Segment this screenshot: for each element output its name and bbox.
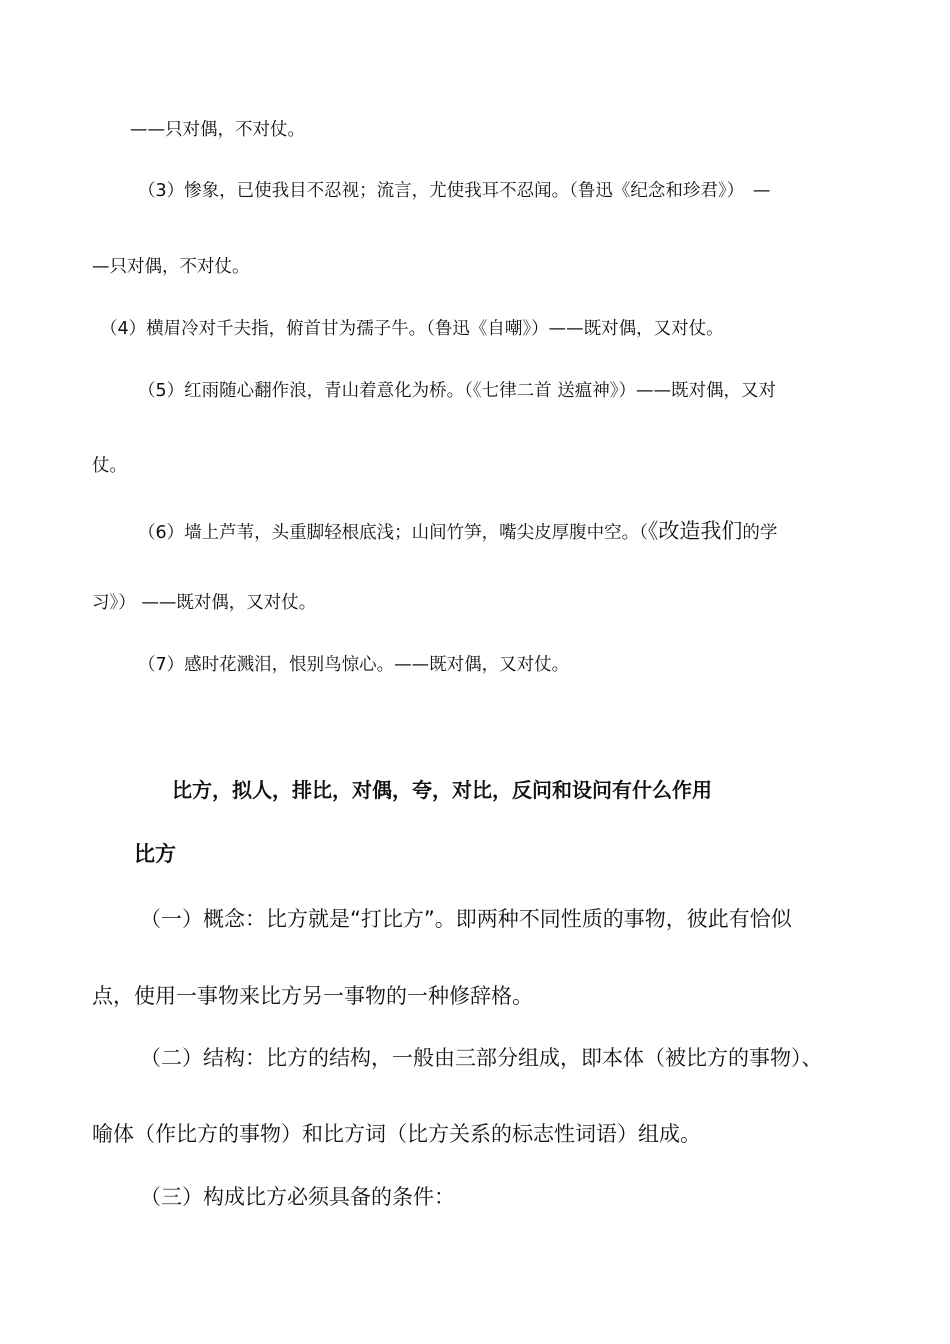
example-6-text-c: 的学 — [742, 523, 778, 543]
concept-line1: （一）概念：比方就是“打比方”。即两种不同性质的事物，彼此有恰似 — [140, 907, 792, 931]
example-6-line2: 习》） ——既对偶，又对仗。 — [92, 593, 317, 613]
structure-line2: 喻体（作比方的事物）和比方词（比方关系的标志性词语）组成。 — [92, 1122, 701, 1146]
conditions-line: （三）构成比方必须具备的条件： — [140, 1185, 455, 1209]
section-title-bifang: 比方 — [134, 842, 176, 866]
example-5-line2: 仗。 — [92, 456, 127, 476]
section-heading: 比方，拟人，排比，对偶，夸，对比，反问和设问有什么作用 — [172, 778, 712, 802]
structure-line1: （二）结构：比方的结构，一般由三部分组成，即本体（被比方的事物）、 — [140, 1046, 823, 1070]
example-4: （4）横眉冷对千夫指，俯首甘为孺子牛。（鲁迅《自嘲》）——既对偶，又对仗。 — [100, 319, 724, 339]
example-7: （7）感时花溅泪，恨别鸟惊心。——既对偶，又对仗。 — [138, 655, 570, 675]
example-3-line2: —只对偶，不对仗。 — [92, 257, 250, 277]
paragraph-duiou-note: ——只对偶，不对仗。 — [130, 120, 305, 140]
example-6-text-b: 《改造我们 — [647, 519, 743, 543]
example-6-line1 — [138, 515, 777, 545]
example-5-line1: （5）红雨随心翻作浪，青山着意化为桥。（《七律二首 送瘟神》）——既对偶，又对 — [138, 381, 776, 401]
concept-line2: 点，使用一事物来比方另一事物的一种修辞格。 — [92, 984, 533, 1008]
example-3-line1: （3）惨象，已使我目不忍视；流言，尤使我耳不忍闻。（鲁迅《纪念和珍君》） — — [138, 181, 771, 201]
example-6-text-a: （6）墙上芦苇，头重脚轻根底浅；山间竹笋，嘴尖皮厚腹中空。（ — [138, 523, 648, 543]
